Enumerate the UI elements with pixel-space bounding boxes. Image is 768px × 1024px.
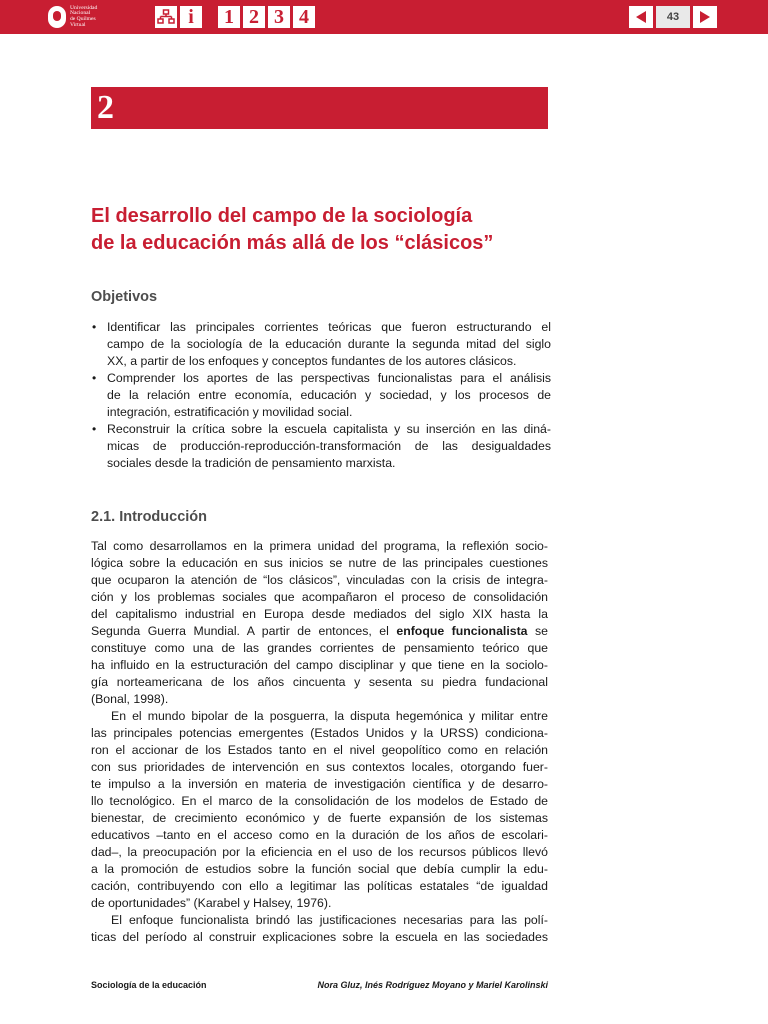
university-logo[interactable] xyxy=(48,4,118,30)
objective-item: • Comprender los aportes de las perspectivas funcionalistas para el análisis de la relación entre economía, educación y sociedad, y los procesos de integración, estratificación y movilidad social. xyxy=(91,370,551,421)
next-page-button[interactable] xyxy=(693,6,717,28)
unit-4-button[interactable]: 4 xyxy=(293,6,315,28)
chapter-number: 2 xyxy=(97,89,114,126)
info-icon: i xyxy=(188,5,194,28)
objective-item: • Reconstruir la crítica sobre la escuela capitalista y su inserción en las diná- micas de producción-reproducción-transformación de las desigualdades sociales desde la tradición de pensamiento marxista. xyxy=(91,421,551,472)
paragraph: Tal como desarrollamos en la primera unidad del programa, la reflexión socio- lógica sobre la educación en sus inicios se nutre de las principales cuestiones que ocuparon la atención de “los clásicos”, vinculadas con la crisis de integra- ción y los problemas sociales que acompañaron el proceso de consolidación del capitalismo industrial en Europa desde mediados del siglo XIX hasta la Segunda Guerra Mundial. A partir de entonces, el enfoque funcionalista se constituye como una de las grandes corrientes de pensamiento teórico que ha influido en la estructuración del campo disciplinar y que tiene en la sociolo- gía norteamericana de los años cincuenta y sesenta su piedra fundacional (Bonal, 1998). xyxy=(91,539,548,706)
arrow-left-icon xyxy=(634,10,648,24)
footer-course-title: Sociología de la educación xyxy=(91,980,207,990)
university-logo-text: Universidad Nacional de Quilmes Virtual xyxy=(70,4,98,28)
section-body xyxy=(91,538,548,946)
university-logo-mark xyxy=(48,6,66,28)
paragraph-line-with-term: Segunda Guerra Mundial. A partir de entonces, el enfoque funcionalista se xyxy=(91,624,548,638)
unit-2-button[interactable]: 2 xyxy=(243,6,265,28)
objective-item: • Identificar las principales corrientes teóricas que fueron estructurando el campo de la sociología de la educación durante la segunda mitad del siglo XX, a partir de los enfoques y conceptos fundantes de los autores clásicos. xyxy=(91,319,551,370)
arrow-right-icon xyxy=(698,10,712,24)
footer-authors: Nora Gluz, Inés Rodríguez Moyano y Mariel Karolinski xyxy=(317,980,548,990)
page-number: 43 xyxy=(656,6,690,28)
key-term: enfoque funcionalista xyxy=(396,624,528,638)
paragraph: El enfoque funcionalista brindó las justificaciones necesarias para las polí- ticas del período al construir explicaciones sobre la escuela en las sociedades xyxy=(91,913,548,944)
previous-page-button[interactable] xyxy=(629,6,653,28)
paragraph: En el mundo bipolar de la posguerra, la disputa hegemónica y militar entre las principales potencias emergentes (Estados Unidos y la URSS) condiciona- ron el accionar de los Estados tanto en el nivel geopolítico como en relación con sus prioridades de intervención en sus contextos locales, otorgando fuer- te impulso a la inversión en materia de investigación científica y de desarro- llo tecnológico. En el marco de la consolidación de los modelos de Estado de bienestar, de crecimiento económico y de fuerte expansión de los sistemas educativos –tanto en el acceso como en la duración de los años de escolari- dad–, la preocupación por la eficiencia en el uso de los recursos públicos llevó a la promoción de estudios sobre la función social que debía cumplir la edu- cación, contribuyendo con ello a legitimar las políticas estatales “de igualdad de oportunidades” (Karabel y Halsey, 1976). xyxy=(91,709,548,910)
objectives-list xyxy=(91,319,551,472)
sitemap-button[interactable] xyxy=(155,6,177,28)
info-button[interactable] xyxy=(180,6,202,28)
chapter-band xyxy=(91,87,548,129)
section-heading: 2.1. Introducción xyxy=(91,509,208,525)
unit-1-button[interactable]: 1 xyxy=(218,6,240,28)
sitemap-icon xyxy=(157,9,175,25)
unit-3-button[interactable]: 3 xyxy=(268,6,290,28)
top-bar xyxy=(0,0,768,34)
chapter-title: El desarrollo del campo de la sociología de la educación más allá de los “clásicos” xyxy=(91,205,494,254)
objectives-heading: Objetivos xyxy=(91,289,158,305)
